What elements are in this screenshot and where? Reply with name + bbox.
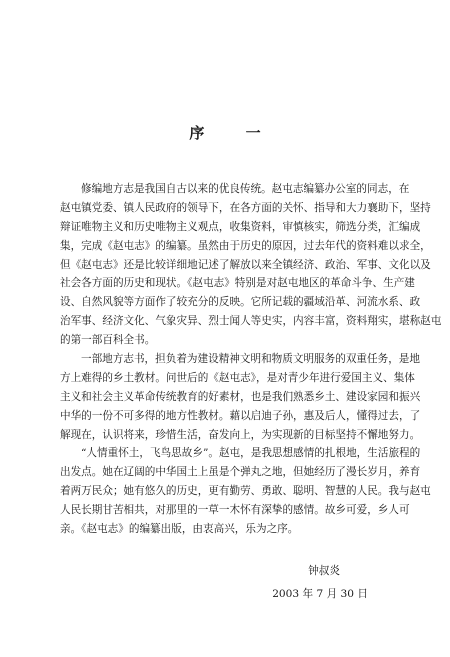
- text-line: 设、自然风貌等方面作了较充分的反映。它所记载的疆域沿革、河流水系、政: [60, 296, 421, 309]
- text-line: 方上难得的乡土教材。问世后的《赵屯志》，是对青少年进行爱国主义、集体: [60, 371, 415, 384]
- text-line: 主义和社会主义革命传统教育的好素材，也是我们熟悉乡土、建设家园和振兴: [60, 390, 421, 403]
- text-line: “人情重怀土，飞鸟思故乡”。赵屯，是我思想感情的扎根地，生活旅程的: [81, 447, 421, 460]
- text-line: 着两万民众；她有悠久的历史，更有勤劳、勇敢、聪明、智慧的人民。我与赵屯: [60, 485, 431, 498]
- text-line: 社会各方面的历史和现状。《赵屯志》特别是对赵屯地区的革命斗争、生产建: [60, 277, 415, 290]
- text-line: 集，完成《赵屯志》的编纂。虽然由于历史的原因，过去年代的资料难以求全，: [60, 239, 431, 252]
- text-line: 中华的一份不可多得的地方性教材。藉以启迪子孙，惠及后人，懂得过去，了: [60, 409, 421, 422]
- text-line: 治军事、经济文化、气象灾异、烈士闻人等史实，内容丰富，资料翔实，堪称赵屯: [60, 315, 442, 328]
- paragraph-2: [60, 350, 421, 444]
- signature-date: 2003 年 7 月 30 日: [272, 588, 368, 600]
- author-signature: 钟叔炎: [308, 565, 340, 577]
- text-line: 人民长期甘苦相共，对那里的一草一木怀有深挚的感情。故乡可爱，乡人可: [60, 504, 410, 517]
- text-line: 一部地方志书，担负着为建设精神文明和物质文明服务的双重任务，是地: [81, 353, 420, 366]
- text-line: 亲。《赵屯志》的编纂出版，由衷高兴，乐为之序。: [60, 523, 299, 536]
- text-line: 解现在，认识将来，珍惜生活，奋发向上，为实现新的目标坚持不懈地努力。: [60, 428, 421, 441]
- paragraph-3: [60, 444, 431, 538]
- preface-body: [60, 180, 442, 539]
- text-line: 辩证唯物主义和历史唯物主义观点，收集资料，审慎核实，筛选分类，汇编成: [60, 220, 421, 233]
- text-line: 赵屯镇党委、镇人民政府的领导下，在各方面的关怀、指导和大力襄助下，坚持: [60, 201, 431, 214]
- paragraph-1: [60, 180, 442, 350]
- text-line: 出发点。她在辽阔的中华国土上虽是个弹丸之地，但她经历了漫长岁月，养育: [60, 466, 421, 479]
- text-line: 的第一部百科全书。: [60, 334, 156, 347]
- text-line: 但《赵屯志》还是比较详细地记述了解放以来全镇经济、政治、军事、文化以及: [60, 258, 431, 271]
- text-line: 修编地方志是我国自古以来的优良传统。赵屯志编纂办公室的同志，在: [81, 183, 410, 195]
- page-title: 序 一: [189, 124, 279, 142]
